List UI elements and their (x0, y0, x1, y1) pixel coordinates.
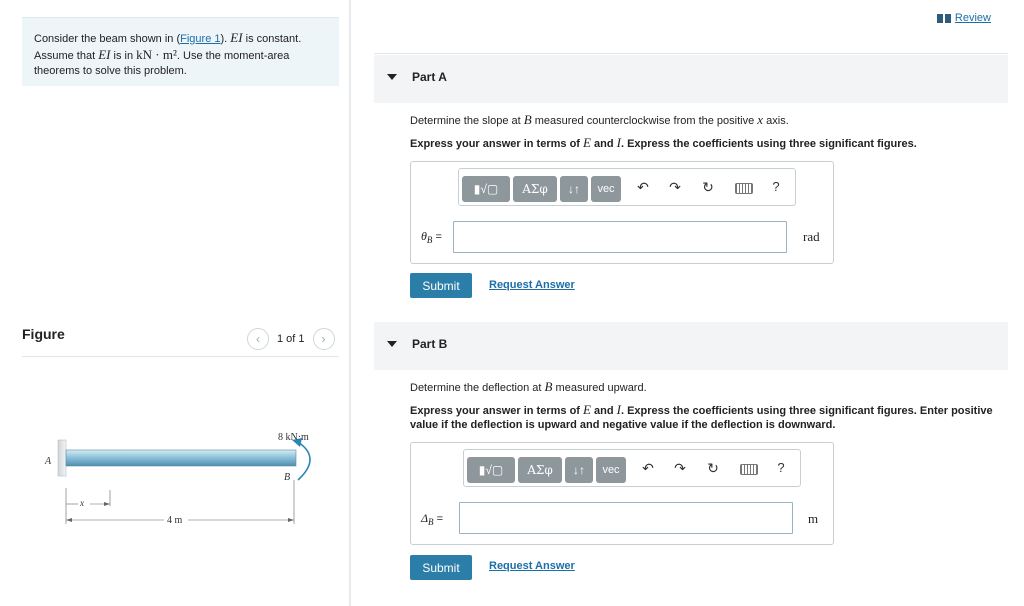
part-b-request-answer-link[interactable]: Request Answer (489, 560, 575, 572)
review-label[interactable]: Review (954, 12, 991, 24)
moment-label: 8 kN·m (278, 432, 309, 443)
chevron-right-icon[interactable]: › (313, 328, 335, 350)
problem-text-2: ). (220, 33, 231, 45)
equals-sign: = (432, 231, 442, 243)
reset-icon[interactable]: ↻ (702, 179, 714, 195)
problem-statement (22, 17, 339, 86)
beam-figure (30, 420, 330, 530)
part-b-instr-text-2: and (590, 405, 617, 417)
end-label: B (284, 472, 291, 483)
part-b-answer-box (410, 442, 834, 545)
figure-counter: 1 of 1 (277, 333, 305, 345)
part-a-instr-e: E (583, 135, 591, 150)
part-b-submit-button[interactable]: Submit (410, 555, 472, 580)
math-toolbar (458, 168, 796, 206)
part-b-question-var: B (544, 379, 553, 394)
support-label: A (45, 456, 52, 467)
problem-text-4: is in (110, 50, 137, 62)
divider (374, 53, 1008, 54)
m-unit: m (808, 511, 819, 526)
part-a-question (410, 113, 789, 128)
rad-unit: rad (803, 229, 820, 244)
delta-symbol: Δ (421, 511, 429, 525)
ei-symbol-2: EI (98, 47, 111, 62)
column-divider (349, 0, 351, 606)
wall-support (58, 440, 66, 476)
templates-button[interactable]: ▮√▢ (467, 457, 515, 483)
delta-b-label (421, 511, 443, 527)
part-a-submit-button[interactable]: Submit (410, 273, 472, 298)
keyboard-icon[interactable] (735, 183, 753, 194)
part-b-instr-text-3: . Express the coefficients using three significant figures. Enter positive value if the deflection is upward and negative value if the deflection is downward. (410, 405, 993, 431)
templates-button[interactable]: ▮√▢ (462, 176, 510, 202)
subscript-superscript-button[interactable]: ↓↑ (565, 457, 593, 483)
equals-sign: = (433, 513, 444, 525)
toolbar-button-group (462, 176, 621, 202)
part-a-instr-text-3: . Express the coefficients using three significant figures. (620, 138, 917, 150)
math-toolbar (463, 449, 801, 487)
undo-icon[interactable]: ↶ (637, 179, 649, 195)
help-button[interactable]: ? (772, 179, 780, 194)
delta-subscript: B (428, 517, 434, 528)
part-b-header[interactable] (374, 322, 1008, 370)
reset-icon[interactable]: ↻ (707, 460, 719, 476)
part-a-instructions (410, 136, 1000, 151)
part-a-title[interactable]: Part A (412, 70, 447, 84)
theta-symbol: θ (421, 229, 427, 243)
part-b-question-text: Determine the deflection at (410, 382, 545, 394)
theta-b-label (421, 229, 442, 245)
greek-symbols-button[interactable]: ΑΣφ (513, 176, 557, 202)
greek-symbols-button[interactable]: ΑΣφ (518, 457, 562, 483)
undo-icon[interactable]: ↶ (642, 460, 654, 476)
part-a-header[interactable] (374, 55, 1008, 103)
part-a-question-axis: x (757, 112, 764, 127)
unit-text: kN · m² (136, 47, 177, 62)
chevron-left-icon[interactable]: ‹ (247, 328, 269, 350)
x-label: x (80, 498, 84, 508)
part-a-instr-i: I (616, 135, 621, 150)
review-link[interactable] (937, 12, 991, 24)
part-b-question-text-2: measured upward. (552, 382, 647, 394)
slope-answer-input[interactable] (453, 221, 787, 253)
part-a-question-var: B (523, 112, 532, 127)
deflection-answer-input[interactable] (459, 502, 793, 534)
part-a-request-answer-link[interactable]: Request Answer (489, 279, 575, 291)
part-b-instr-text: Express your answer in terms of (410, 405, 584, 417)
part-a-question-text-2: measured counterclockwise from the positive (531, 115, 758, 127)
vector-button[interactable]: vec (596, 457, 626, 483)
figure-title: Figure (22, 326, 65, 342)
part-b-instructions (410, 403, 1000, 432)
caret-down-icon[interactable] (387, 341, 397, 347)
part-a-instr-text: Express your answer in terms of (410, 138, 584, 150)
figure-navigation (247, 328, 335, 350)
ei-symbol: EI (230, 30, 243, 45)
problem-text-1: Consider the beam shown in ( (34, 33, 181, 45)
book-icon (937, 14, 951, 23)
part-a-question-text: Determine the slope at (410, 115, 524, 127)
part-a-instr-text-2: and (590, 138, 617, 150)
part-b-question (410, 380, 647, 395)
length-label: 4 m (167, 515, 183, 526)
toolbar-button-group (467, 457, 626, 483)
redo-icon[interactable]: ↷ (669, 179, 681, 195)
part-a-answer-box (410, 161, 834, 264)
subscript-superscript-button[interactable]: ↓↑ (560, 176, 588, 202)
help-button[interactable]: ? (777, 460, 785, 475)
problem-text-5: . Use the moment-area theorems to solve this problem. (34, 50, 290, 77)
figure-link[interactable]: Figure 1 (180, 33, 221, 45)
part-b-title[interactable]: Part B (412, 337, 448, 351)
theta-subscript: B (426, 235, 433, 246)
moment-arrow (298, 442, 310, 480)
caret-down-icon[interactable] (387, 74, 397, 80)
keyboard-icon[interactable] (740, 464, 758, 475)
redo-icon[interactable]: ↷ (674, 460, 686, 476)
vector-button[interactable]: vec (591, 176, 621, 202)
part-b-instr-e: E (583, 402, 591, 417)
figure-header (22, 326, 339, 356)
beam (66, 450, 296, 466)
problem-text-3: is constant. Assume that (34, 33, 302, 62)
divider (22, 356, 339, 357)
part-b-instr-i: I (616, 402, 621, 417)
part-a-question-text-3: axis. (763, 115, 789, 127)
